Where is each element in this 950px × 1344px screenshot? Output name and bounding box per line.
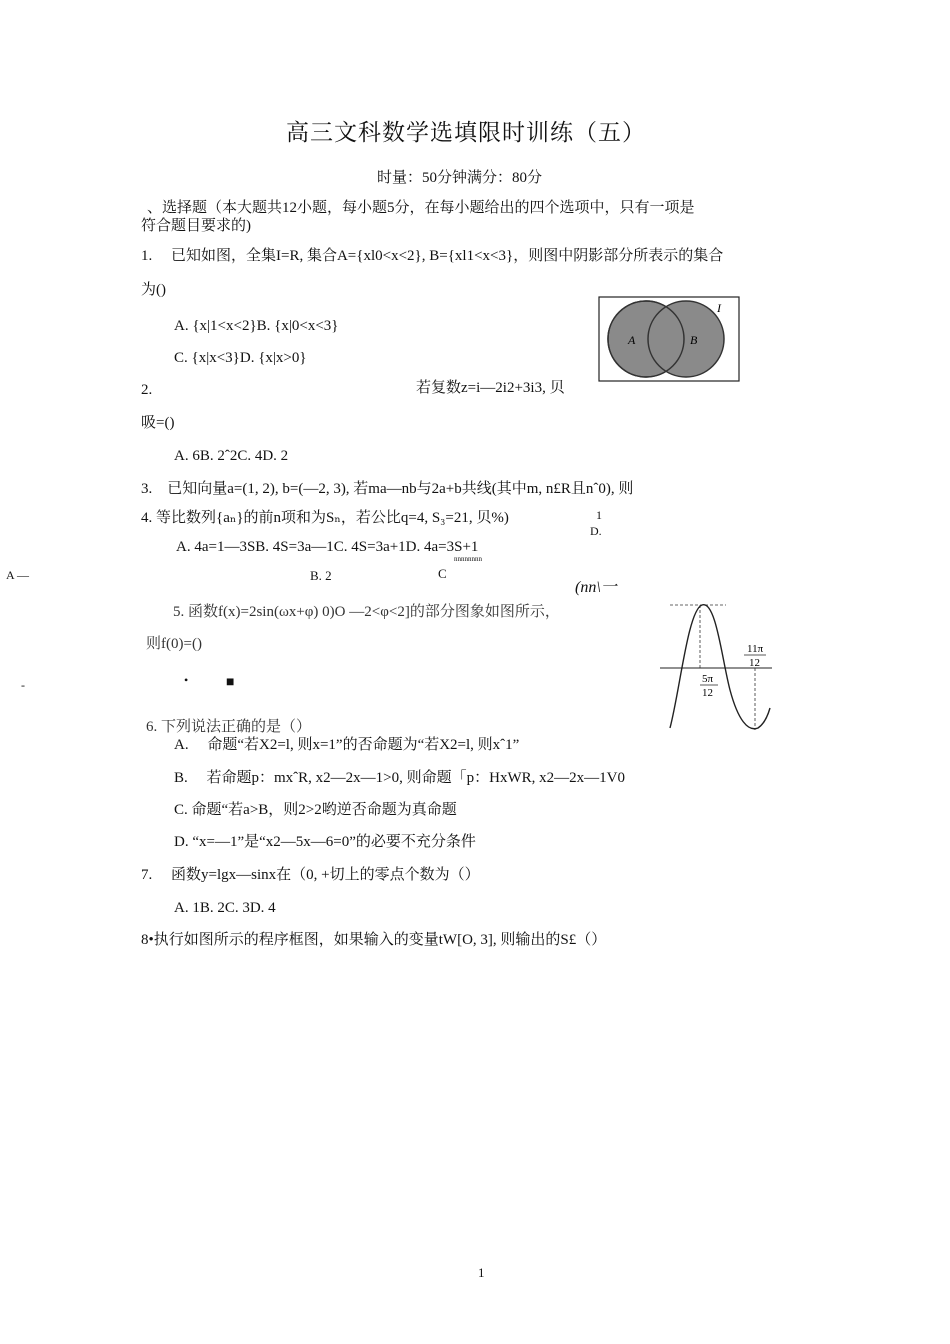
q4-stem: 4. 等比数列{aₙ}的前n项和为Sₙ，若公比q=4, S₃=21, 贝%)	[141, 510, 509, 526]
q6-option-b: B. 若命题p：mxˆR, x2—2x—1>0, 则命题「p：HxWR, x2—2x—1V0	[174, 770, 625, 786]
q6-option-a: A. 命题“若X2=l, 则x=1”的否命题为“若X2=l, 则xˆ1”	[174, 737, 520, 753]
q6-stem-clipped: 6. 下列说法正确的是（）	[146, 719, 312, 735]
q5-then-clipped: 则f(0)=()	[146, 636, 202, 652]
q4-options: A. 4a=1—3SB. 4S=3a—1C. 4S=3a+1D. 4a=3S+1	[176, 539, 479, 555]
q2-number: 2.	[141, 382, 153, 398]
venn-set-b	[648, 301, 724, 377]
q1-stem-cont: 为()	[141, 282, 166, 298]
q4-fragment-nnn: nnnnnnnn	[454, 555, 482, 563]
section-header-cont: 符合题目要求的)	[141, 218, 251, 234]
q5-fragment-a: A —	[6, 568, 30, 582]
section-header: 、选择题（本大题共12小题，每小题5分，在每小题给出的四个选项中，只有一项是	[147, 200, 695, 216]
venn-label-i: I	[717, 301, 721, 315]
q5-fragment-caret: •	[184, 673, 189, 687]
q5-stem-clipped: 5. 函数f(x)=2sin(ωx+φ) 0)O —2<φ<2]的部分图象如图所示，	[173, 604, 560, 620]
sine-graph	[660, 600, 775, 734]
q7-options: A. 1B. 2C. 3D. 4	[174, 900, 276, 916]
q8-stem: 8•执行如图所示的程序框图，如果输入的变量tW[O, 3], 则输出的S£（）	[141, 932, 607, 948]
q5-fragment-b: B. 2	[310, 568, 332, 583]
venn-diagram	[598, 296, 742, 384]
q2-stem: 若复数z=i—2i2+3i3, 贝	[416, 380, 565, 396]
graph-label-11pi-den: 12	[749, 657, 760, 669]
q6-option-d: D. “x=—1”是“x2—5x—6=0”的必要不充分条件	[174, 834, 476, 850]
q5-fragment-paren: (nn\一	[575, 579, 617, 596]
q7-stem: 7. 函数y=lgx—sinx在（0, +切上的零点个数为（）	[141, 867, 480, 883]
q2-options: A. 6B. 2ˆ2C. 4D. 2	[174, 448, 289, 464]
q5-fragment-c: C	[438, 566, 447, 581]
q3-stem: 3. 已知向量a=(1, 2), b=(—2, 3), 若ma—nb与2a+b共线(其中m, n£R且nˆ0), 则	[141, 481, 634, 497]
q6-option-c: C. 命题“若a>B，则2>2哟逆否命题为真命题	[174, 802, 457, 818]
time-score-line: 时量：50分钟满分：80分	[377, 170, 543, 186]
page-number: 1	[478, 1265, 485, 1280]
graph-label-5pi: 5π	[702, 673, 714, 685]
q5-fragment-dash: -	[21, 678, 25, 692]
page-title: 高三文科数学选填限时训练（五）	[286, 120, 646, 145]
q4-fragment-one: 1	[596, 508, 602, 522]
venn-label-a: A	[628, 333, 636, 347]
q1-options-ab: A. {x|1<x<2}B. {x|0<x<3}	[174, 318, 339, 334]
q2-stem-cont: 吸=()	[141, 415, 175, 431]
venn-label-b: B	[690, 333, 698, 347]
graph-label-11pi: 11π	[747, 643, 764, 655]
graph-label-5pi-den: 12	[702, 687, 713, 699]
q5-fragment-square: ■	[226, 675, 235, 690]
q1-stem: 1. 已知如图，全集I=R, 集合A={xl0<x<2}, B={xl1<x<3}，则图中阴影部分所表示的集合	[141, 248, 724, 264]
q1-options-cd: C. {x|x<3}D. {x|x>0}	[174, 350, 307, 366]
q4-fragment-d: D.	[590, 524, 602, 538]
